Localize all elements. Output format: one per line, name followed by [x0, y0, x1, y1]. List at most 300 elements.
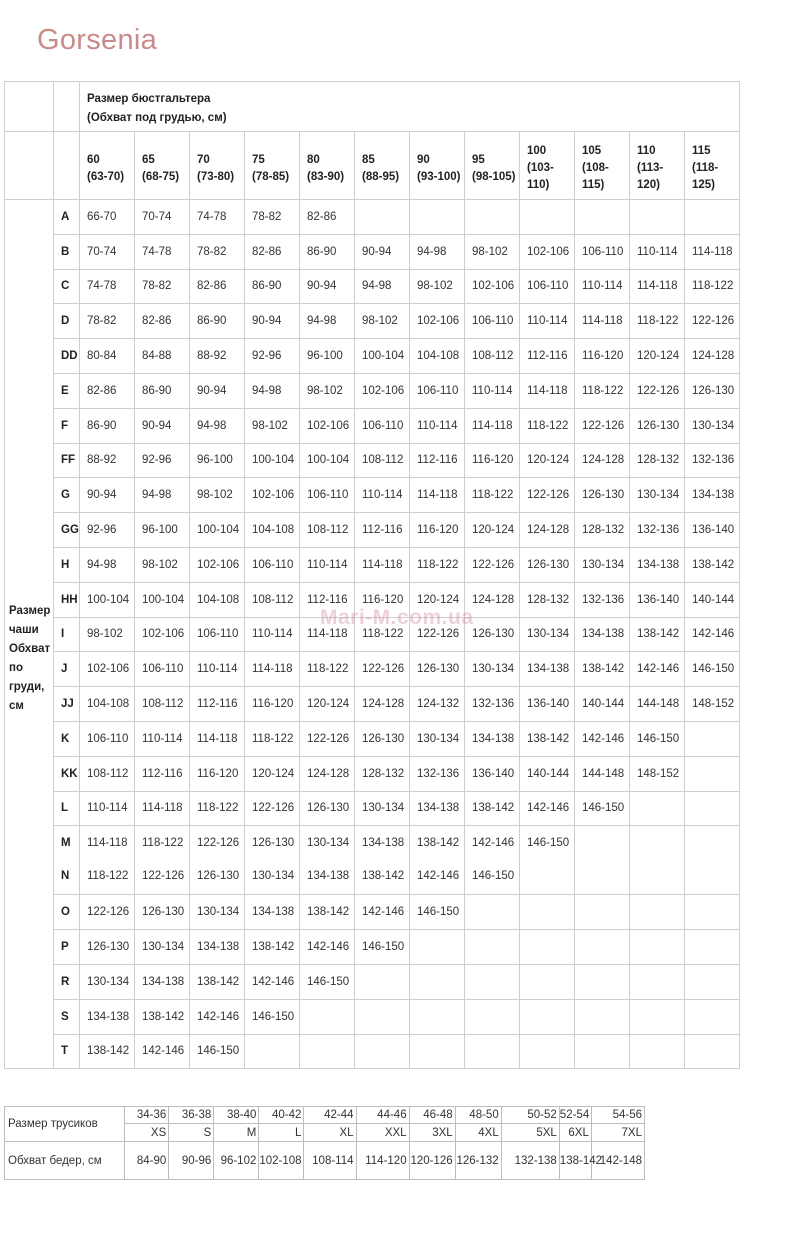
band-size-header — [630, 132, 685, 200]
bust-range-cell: 106-110 — [135, 652, 190, 687]
bra-size-row — [5, 513, 740, 548]
bust-range-cell: 124-128 — [355, 687, 410, 722]
corner-cell — [5, 132, 54, 200]
bust-range-cell: 118-122 — [410, 547, 465, 582]
bust-range-cell: 118-122 — [245, 721, 300, 756]
cup-code: HH — [54, 582, 80, 617]
bust-range-cell — [520, 999, 575, 1034]
bust-range-cell: 86-90 — [245, 269, 300, 304]
brand-logo: Gorsenia — [37, 24, 158, 56]
bust-range-value: 146-150 — [527, 837, 570, 850]
bust-range-cell: 102-106 — [190, 547, 245, 582]
bust-range-cell: 138-142 — [630, 617, 685, 652]
bust-range-cell — [300, 999, 355, 1034]
bust-range-cell: 102-106 — [245, 478, 300, 513]
band-size-line: 80 — [307, 153, 320, 166]
bust-range-cell: 66-70 — [80, 200, 135, 235]
bust-range-cell: 146-150 — [575, 791, 630, 826]
bust-range-cell: 94-98 — [80, 547, 135, 582]
bust-range-cell — [685, 1034, 740, 1069]
bust-range-cell: 110-114 — [300, 547, 355, 582]
bust-range-cell: 102-106 — [520, 234, 575, 269]
bust-range-cell: 128-132 — [630, 443, 685, 478]
cup-code: T — [54, 1034, 80, 1069]
bra-size-row — [5, 964, 740, 999]
bust-range-cell: 94-98 — [135, 478, 190, 513]
bust-range-cell: 92-96 — [245, 339, 300, 374]
bust-range-cell: 74-78 — [190, 200, 245, 235]
bust-range-cell: 122-126 — [410, 617, 465, 652]
cup-code: B — [54, 234, 80, 269]
band-size-header — [575, 132, 630, 200]
bust-range-cell: 132-136 — [630, 513, 685, 548]
bust-range-cell: 130-134 — [685, 408, 740, 443]
bust-range-cell: 114-118 — [520, 373, 575, 408]
cup-code: GG — [54, 513, 80, 548]
band-size-line: 105 — [582, 145, 602, 157]
cup-code: DD — [54, 339, 80, 374]
cup-size-label-line: чаши — [9, 624, 39, 637]
band-size-line: (63-70) — [87, 170, 125, 183]
bust-range-value: 122-126 — [142, 870, 185, 883]
bust-range-cell: 100-104 — [355, 339, 410, 374]
bust-range-value: 126-130 — [252, 837, 295, 850]
bust-range-cell: 86-90 — [190, 304, 245, 339]
panties-letter-size: 5XL — [501, 1124, 559, 1142]
bust-range-cell — [685, 756, 740, 791]
bust-range-cell: 124-128 — [575, 443, 630, 478]
band-size-line: 95 — [472, 153, 485, 166]
bust-range-cell — [410, 999, 465, 1034]
bust-range-cell: 114-118 — [575, 304, 630, 339]
bust-range-cell — [685, 964, 740, 999]
bust-range-cell: 142-146 — [575, 721, 630, 756]
panties-letter-size: L — [259, 1124, 304, 1142]
bust-range-cell: 118-122 — [685, 269, 740, 304]
bust-range-cell: 138-142 — [685, 547, 740, 582]
bust-range-cell: 126-130 — [630, 408, 685, 443]
hips-range: 90-96 — [169, 1142, 214, 1180]
bust-range-value: 134-138 — [307, 870, 350, 883]
bust-range-cell: 106-110 — [355, 408, 410, 443]
cup-code — [54, 826, 80, 895]
band-size-header — [410, 132, 465, 200]
panties-eu-row — [5, 1107, 645, 1124]
bust-range-cell: 98-102 — [190, 478, 245, 513]
bust-range-cell: 86-90 — [135, 373, 190, 408]
bra-size-row — [5, 443, 740, 478]
band-size-line: (88-95) — [362, 170, 400, 183]
bust-range-cell: 116-120 — [355, 582, 410, 617]
bra-size-row — [5, 791, 740, 826]
bust-range-cell — [685, 721, 740, 756]
bust-range-cell: 110-114 — [245, 617, 300, 652]
bra-size-row — [5, 547, 740, 582]
bust-range-cell: 138-142 — [190, 964, 245, 999]
bust-range-cell: 116-120 — [465, 443, 520, 478]
band-size-line: (73-80) — [197, 170, 235, 183]
bust-range-cell: 116-120 — [410, 513, 465, 548]
corner-cell — [54, 132, 80, 200]
bust-range-cell: 100-104 — [135, 582, 190, 617]
bust-range-cell: 96-100 — [300, 339, 355, 374]
cup-code: F — [54, 408, 80, 443]
bust-range-cell: 130-134 — [410, 721, 465, 756]
bra-size-row — [5, 652, 740, 687]
band-size-line: (113- — [637, 162, 664, 174]
cup-code: G — [54, 478, 80, 513]
bust-range-cell: 108-112 — [465, 339, 520, 374]
panties-letter-size: XXL — [356, 1124, 409, 1142]
bust-range-cell: 90-94 — [355, 234, 410, 269]
bust-range-cell: 112-116 — [355, 513, 410, 548]
bust-range-cell: 116-120 — [575, 339, 630, 374]
bust-range-cell: 94-98 — [190, 408, 245, 443]
bust-range-cell: 122-126 — [575, 408, 630, 443]
panties-hips-row — [5, 1142, 645, 1180]
bust-range-cell: 106-110 — [465, 304, 520, 339]
bust-range-cell: 100-104 — [190, 513, 245, 548]
bust-range-cell: 148-152 — [685, 687, 740, 722]
hips-range: 84-90 — [125, 1142, 169, 1180]
hips-range: 96-102 — [214, 1142, 259, 1180]
bust-range-cell: 102-106 — [80, 652, 135, 687]
bust-range-cell: 88-92 — [190, 339, 245, 374]
cup-code: KK — [54, 756, 80, 791]
bust-range-cell — [685, 200, 740, 235]
bust-range-cell: 110-114 — [575, 269, 630, 304]
bust-range-cell: 124-128 — [685, 339, 740, 374]
bust-range-cell: 84-88 — [135, 339, 190, 374]
band-size-line: 60 — [87, 153, 100, 166]
panties-eu-size: 38-40 — [214, 1107, 259, 1124]
bust-range-cell: 136-140 — [685, 513, 740, 548]
bust-range-cell: 142-146 — [300, 930, 355, 965]
bra-size-row — [5, 1034, 740, 1069]
bra-caption-line: Размер бюстгальтера — [87, 92, 211, 105]
bust-range-cell — [410, 1034, 465, 1069]
hips-range: 120-126 — [409, 1142, 455, 1180]
bust-range-cell — [630, 200, 685, 235]
bust-range-cell — [630, 826, 685, 895]
cup-code: A — [54, 200, 80, 235]
bust-range-cell: 128-132 — [575, 513, 630, 548]
bust-range-cell: 98-102 — [245, 408, 300, 443]
bust-range-cell: 98-102 — [80, 617, 135, 652]
bust-range-cell: 94-98 — [245, 373, 300, 408]
bust-range-cell: 116-120 — [190, 756, 245, 791]
cup-code: R — [54, 964, 80, 999]
bust-range-cell: 104-108 — [410, 339, 465, 374]
band-size-line: 90 — [417, 153, 430, 166]
bust-range-cell: 114-118 — [135, 791, 190, 826]
panties-eu-size: 52-54 — [559, 1107, 591, 1124]
bust-range-cell: 104-108 — [245, 513, 300, 548]
bust-range-cell: 106-110 — [190, 617, 245, 652]
hips-range: 126-132 — [455, 1142, 501, 1180]
band-size-line: 110 — [637, 145, 656, 157]
bust-range-cell: 132-136 — [575, 582, 630, 617]
bust-range-cell: 110-114 — [190, 652, 245, 687]
band-size-line: 65 — [142, 153, 155, 166]
bust-range-value: 118-122 — [142, 837, 184, 850]
bust-range-cell: 90-94 — [80, 478, 135, 513]
cup-code: E — [54, 373, 80, 408]
bust-range-cell — [520, 964, 575, 999]
bust-range-cell: 82-86 — [300, 200, 355, 235]
bust-range-cell: 138-142 — [520, 721, 575, 756]
bust-range-cell: 142-146 — [630, 652, 685, 687]
bust-range-cell — [465, 826, 520, 895]
bust-range-cell: 108-112 — [135, 687, 190, 722]
bust-range-cell: 108-112 — [80, 756, 135, 791]
bust-range-cell: 90-94 — [190, 373, 245, 408]
bust-range-cell: 114-118 — [630, 269, 685, 304]
bust-range-cell: 146-150 — [355, 930, 410, 965]
bust-range-cell — [300, 826, 355, 895]
band-size-header — [135, 132, 190, 200]
bust-range-cell: 122-126 — [630, 373, 685, 408]
bust-range-cell: 130-134 — [575, 547, 630, 582]
band-size-header — [355, 132, 410, 200]
panties-eu-size: 34-36 — [125, 1107, 169, 1124]
bust-range-cell: 96-100 — [135, 513, 190, 548]
band-size-line: 110) — [527, 179, 550, 191]
bust-range-cell: 124-128 — [520, 513, 575, 548]
bust-range-cell: 106-110 — [245, 547, 300, 582]
bust-range-cell: 128-132 — [355, 756, 410, 791]
bust-range-cell: 130-134 — [630, 478, 685, 513]
band-size-line: (83-90) — [307, 170, 345, 183]
bust-range-cell: 114-118 — [410, 478, 465, 513]
bust-range-cell: 98-102 — [465, 234, 520, 269]
bust-range-cell: 132-136 — [410, 756, 465, 791]
bra-size-row — [5, 999, 740, 1034]
bust-range-cell: 142-146 — [135, 1034, 190, 1069]
bra-size-table — [4, 81, 740, 1069]
bust-range-value: 142-146 — [417, 870, 460, 883]
bust-range-cell: 138-142 — [575, 652, 630, 687]
band-size-header — [300, 132, 355, 200]
band-size-line: 85 — [362, 153, 375, 166]
bust-range-cell: 112-116 — [300, 582, 355, 617]
bust-range-cell: 138-142 — [80, 1034, 135, 1069]
bust-range-cell — [410, 200, 465, 235]
cup-size-label-line: груди, — [9, 681, 45, 694]
bust-range-cell: 136-140 — [520, 687, 575, 722]
bust-range-cell — [575, 964, 630, 999]
bust-range-cell: 70-74 — [80, 234, 135, 269]
bust-range-cell: 114-118 — [355, 547, 410, 582]
band-header-row — [5, 132, 740, 200]
bust-range-cell — [575, 930, 630, 965]
bust-range-cell: 106-110 — [300, 478, 355, 513]
band-size-header — [190, 132, 245, 200]
panties-letter-size: 3XL — [409, 1124, 455, 1142]
band-size-line: (103- — [527, 162, 554, 174]
panties-eu-size: 48-50 — [455, 1107, 501, 1124]
bust-range-cell — [355, 999, 410, 1034]
bust-range-cell: 80-84 — [80, 339, 135, 374]
panties-eu-size: 50-52 — [501, 1107, 559, 1124]
bust-range-cell: 110-114 — [80, 791, 135, 826]
bust-range-cell — [685, 999, 740, 1034]
bust-range-cell: 118-122 — [190, 791, 245, 826]
bust-range-cell: 122-126 — [80, 895, 135, 930]
bust-range-cell — [520, 826, 575, 895]
cup-code: K — [54, 721, 80, 756]
bust-range-cell: 126-130 — [135, 895, 190, 930]
panties-eu-size: 46-48 — [409, 1107, 455, 1124]
bust-range-cell: 92-96 — [135, 443, 190, 478]
bust-range-cell: 110-114 — [520, 304, 575, 339]
panties-letter-size: M — [214, 1124, 259, 1142]
bust-range-cell: 122-126 — [300, 721, 355, 756]
bust-range-cell — [135, 826, 190, 895]
bust-range-cell: 110-114 — [465, 373, 520, 408]
bust-range-cell — [465, 1034, 520, 1069]
bust-range-cell — [465, 930, 520, 965]
bust-range-cell: 130-134 — [135, 930, 190, 965]
band-size-line: (118- — [692, 162, 719, 174]
bra-size-row — [5, 269, 740, 304]
bust-range-value: 130-134 — [252, 870, 295, 883]
bust-range-cell: 94-98 — [300, 304, 355, 339]
bust-range-cell — [685, 930, 740, 965]
cup-code: J — [54, 652, 80, 687]
bust-range-cell: 132-136 — [685, 443, 740, 478]
bust-range-cell: 140-144 — [575, 687, 630, 722]
bust-range-value: 142-146 — [472, 837, 515, 850]
panties-eu-size: 42-44 — [304, 1107, 356, 1124]
bra-size-row — [5, 721, 740, 756]
cup-size-label-line: по — [9, 662, 23, 675]
band-size-line: 75 — [252, 153, 265, 166]
bust-range-cell: 134-138 — [80, 999, 135, 1034]
hips-label: Обхват бедер, см — [5, 1142, 125, 1180]
bust-range-value — [527, 860, 574, 893]
hips-range: 132-138 — [501, 1142, 559, 1180]
bust-range-cell: 118-122 — [520, 408, 575, 443]
band-size-header — [520, 132, 575, 200]
bust-range-cell: 94-98 — [410, 234, 465, 269]
bust-range-cell: 146-150 — [245, 999, 300, 1034]
bust-range-cell: 148-152 — [630, 756, 685, 791]
bra-size-row — [5, 756, 740, 791]
band-size-line: (68-75) — [142, 170, 180, 183]
bust-range-cell: 140-144 — [685, 582, 740, 617]
bust-range-cell: 120-124 — [410, 582, 465, 617]
bust-range-cell: 126-130 — [410, 652, 465, 687]
bust-range-cell: 118-122 — [630, 304, 685, 339]
cup-code: H — [54, 547, 80, 582]
bust-range-cell: 134-138 — [190, 930, 245, 965]
bust-range-cell: 132-136 — [465, 687, 520, 722]
cup-code: C — [54, 269, 80, 304]
bust-range-cell: 78-82 — [135, 269, 190, 304]
bust-range-cell — [190, 826, 245, 895]
bust-range-cell: 102-106 — [300, 408, 355, 443]
bust-range-cell — [575, 1034, 630, 1069]
cup-size-label — [5, 200, 54, 1069]
bust-range-cell: 128-132 — [520, 582, 575, 617]
bust-range-cell: 126-130 — [575, 478, 630, 513]
bra-size-row — [5, 687, 740, 722]
band-size-header — [465, 132, 520, 200]
bust-range-cell: 82-86 — [80, 373, 135, 408]
bust-range-cell — [630, 895, 685, 930]
cup-code: I — [54, 617, 80, 652]
bust-range-value: 114-118 — [87, 837, 128, 850]
bust-range-cell: 114-118 — [190, 721, 245, 756]
bust-range-cell — [630, 930, 685, 965]
bust-range-cell: 134-138 — [630, 547, 685, 582]
hips-range: 108-114 — [304, 1142, 356, 1180]
bust-range-cell: 90-94 — [135, 408, 190, 443]
bust-range-cell: 110-114 — [630, 234, 685, 269]
bust-range-cell: 82-86 — [190, 269, 245, 304]
panties-letter-size: 7XL — [591, 1124, 644, 1142]
bust-range-cell: 82-86 — [245, 234, 300, 269]
cup-code: L — [54, 791, 80, 826]
bust-range-cell: 138-142 — [245, 930, 300, 965]
bust-range-cell — [685, 826, 740, 895]
band-size-line: (98-105) — [472, 170, 516, 183]
bust-range-cell — [355, 200, 410, 235]
bust-range-cell: 134-138 — [465, 721, 520, 756]
bust-range-cell: 138-142 — [465, 791, 520, 826]
corner-cell — [54, 82, 80, 132]
bust-range-cell — [630, 791, 685, 826]
bra-size-row — [5, 826, 740, 895]
bust-range-cell: 86-90 — [80, 408, 135, 443]
bra-size-row — [5, 234, 740, 269]
bust-range-cell: 124-128 — [465, 582, 520, 617]
bust-range-cell: 100-104 — [245, 443, 300, 478]
bust-range-cell: 124-132 — [410, 687, 465, 722]
bust-range-cell — [355, 826, 410, 895]
bust-range-cell — [685, 895, 740, 930]
bust-range-cell: 124-128 — [300, 756, 355, 791]
bust-range-cell: 126-130 — [355, 721, 410, 756]
band-size-header — [245, 132, 300, 200]
corner-cell — [5, 82, 54, 132]
band-size-line: 115) — [582, 179, 605, 191]
bust-range-cell: 106-110 — [575, 234, 630, 269]
cup-code: D — [54, 304, 80, 339]
cup-code: FF — [54, 443, 80, 478]
bust-range-cell: 118-122 — [355, 617, 410, 652]
band-size-line: 125) — [692, 179, 716, 191]
bust-range-cell: 142-146 — [685, 617, 740, 652]
bust-range-cell: 136-140 — [465, 756, 520, 791]
bust-range-cell: 98-102 — [355, 304, 410, 339]
bust-range-cell: 120-124 — [245, 756, 300, 791]
bust-range-cell: 126-130 — [300, 791, 355, 826]
bust-range-cell — [245, 826, 300, 895]
bust-range-cell: 142-146 — [190, 999, 245, 1034]
bust-range-value: 118-122 — [87, 870, 129, 883]
bust-range-cell: 126-130 — [685, 373, 740, 408]
bust-range-cell: 120-124 — [465, 513, 520, 548]
bust-range-cell — [465, 200, 520, 235]
bust-range-cell: 70-74 — [135, 200, 190, 235]
panties-letter-size: 6XL — [559, 1124, 591, 1142]
bust-range-cell: 134-138 — [685, 478, 740, 513]
cup-size-label-line: см — [9, 700, 24, 713]
bust-range-cell: 122-126 — [685, 304, 740, 339]
bra-size-row — [5, 895, 740, 930]
